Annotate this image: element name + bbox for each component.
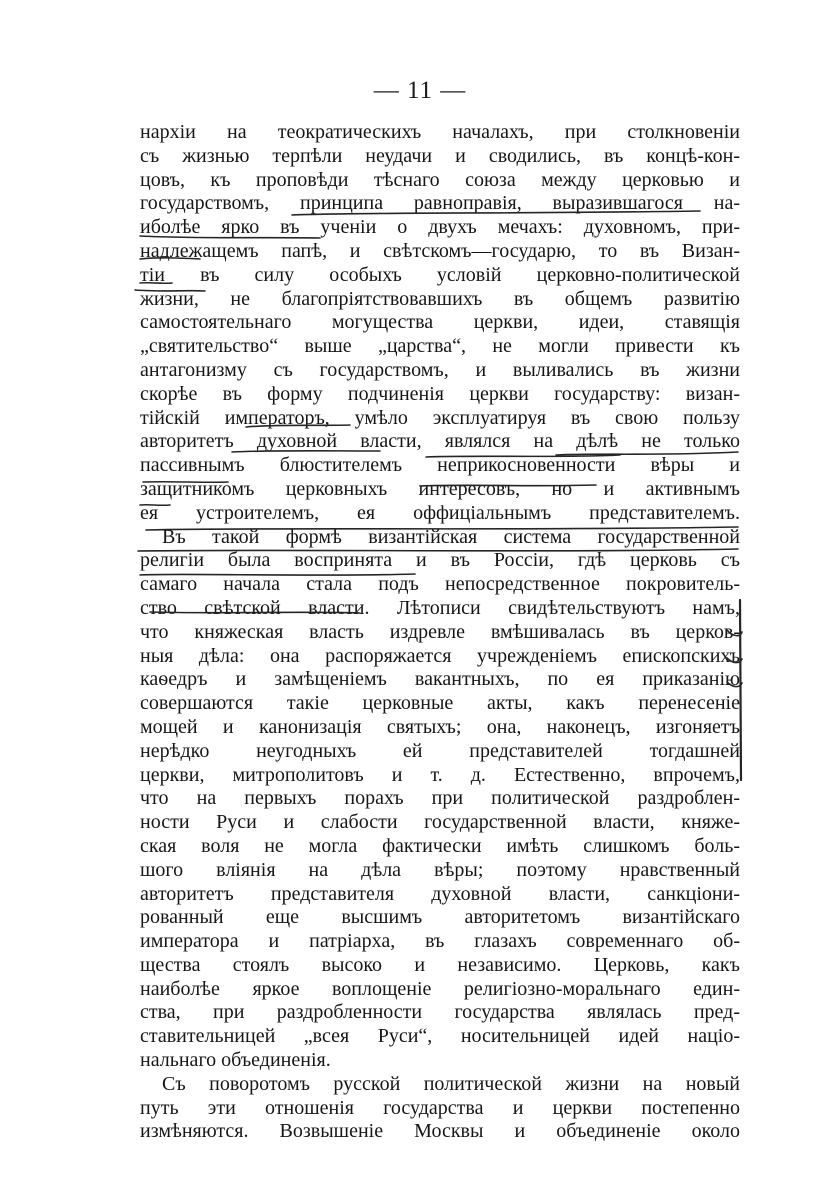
text-line: ства, при раздробленности государства являлась пред-: [140, 1001, 740, 1024]
text-line: иболѣе ярко въ ученіи о двухъ мечахъ: духовномъ, при-: [140, 216, 740, 239]
text-line: наиболѣе яркое воплощеніе религіозно-моральнаго един-: [140, 977, 740, 1000]
text-line: съ жизнью терпѣли неудачи и сводились, въ концѣ-кон-: [140, 144, 740, 167]
text-line: государствомъ, принципа равноправія, выразившагося на-: [140, 192, 740, 215]
text-line: цовъ, къ проповѣди тѣснаго союза между церковью и: [140, 168, 740, 191]
text-line: ныя дѣла: она распоряжается учрежденіемъ епископскихъ: [140, 644, 740, 667]
text-line: „святительство“ выше „царства“, не могли привести къ: [140, 335, 740, 358]
text-line: ставительницей „всея Руси“, носительницей идей націо-: [140, 1025, 740, 1048]
text-line: Въ такой формѣ византійская система государственной: [162, 525, 740, 548]
text-line: шого вліянія на дѣла вѣры; поэтому нравственный: [140, 858, 740, 881]
text-line: жизни, не благопріятствовавшихъ въ общемъ развитію: [140, 287, 740, 310]
text-line: нархіи на теократическихъ началахъ, при столкновеніи: [140, 121, 740, 143]
text-line: ская воля не могла фактически имѣть слишкомъ боль-: [140, 834, 740, 857]
text-line: пассивнымъ блюстителемъ неприкосновенности вѣры и: [140, 454, 740, 477]
text-line: что княжеская власть издревле вмѣшивалась въ церков-: [140, 620, 740, 643]
text-line: антагонизму съ государствомъ, и выливались въ жизни: [140, 358, 740, 381]
body-text: [140, 121, 740, 1144]
text-line: мощей и канонизація святыхъ; она, наконецъ, изгоняетъ: [140, 715, 740, 738]
page-number: — 11 —: [373, 77, 467, 104]
text-line: ности Руси и слабости государственной власти, княже-: [140, 811, 740, 834]
text-line: надлежащемъ папѣ, и свѣтскомъ—государю, то въ Визан-: [140, 239, 740, 262]
text-line: измѣняются. Возвышеніе Москвы и объединеніе около: [140, 1120, 740, 1143]
text-line: самаго начала стала подъ непосредственное покровитель-: [140, 573, 740, 596]
text-line: религіи была воспринята и въ Россіи, гдѣ церковь съ: [140, 549, 740, 572]
text-line: рованный еще высшимъ авторитетомъ византійскаго: [140, 906, 740, 929]
text-line: Съ поворотомъ русской политической жизни на новый: [162, 1072, 740, 1095]
text-line: путь эти отношенія государства и церкви постепенно: [140, 1096, 740, 1119]
text-line: ство свѣтской власти. Лѣтописи свидѣтельствуютъ намъ,: [140, 596, 740, 619]
text-line: каѳедръ и замѣщеніемъ вакантныхъ, по ея приказанію: [140, 668, 740, 691]
text-line: что на первыхъ порахъ при политической раздроблен-: [140, 787, 740, 810]
text-line: императора и патріарха, въ глазахъ современнаго об-: [140, 930, 740, 953]
text-line: тійскій императоръ, умѣло эксплуатируя въ свою пользу: [140, 406, 740, 429]
text-line: самостоятельнаго могущества церкви, идеи, ставящія: [140, 311, 740, 334]
text-line: церкви, митрополитовъ и т. д. Естественно, впрочемъ,: [140, 763, 740, 786]
text-line: щества стоялъ высоко и независимо. Церковь, какъ: [140, 953, 740, 976]
text-line: авторитетъ духовной власти, являлся на дѣлѣ не только: [140, 430, 740, 453]
text-line: защитникомъ церковныхъ интересовъ, но и активнымъ: [140, 477, 740, 500]
text-line: нерѣдко неугодныхъ ей представителей тогдашней: [140, 739, 740, 762]
text-line: скорѣе въ форму подчиненія церкви государству: визан-: [140, 382, 740, 405]
text-line: авторитетъ представителя духовной власти, санкціони-: [140, 882, 740, 905]
text-line: нальнаго объединенія.: [140, 1049, 331, 1072]
text-line: совершаются такіе церковные акты, какъ перенесеніе: [140, 692, 740, 715]
text-line: ея устроителемъ, ея оффиціальнымъ представителемъ.: [140, 501, 740, 524]
text-line: тіи въ силу особыхъ условій церковно-политической: [140, 263, 740, 286]
